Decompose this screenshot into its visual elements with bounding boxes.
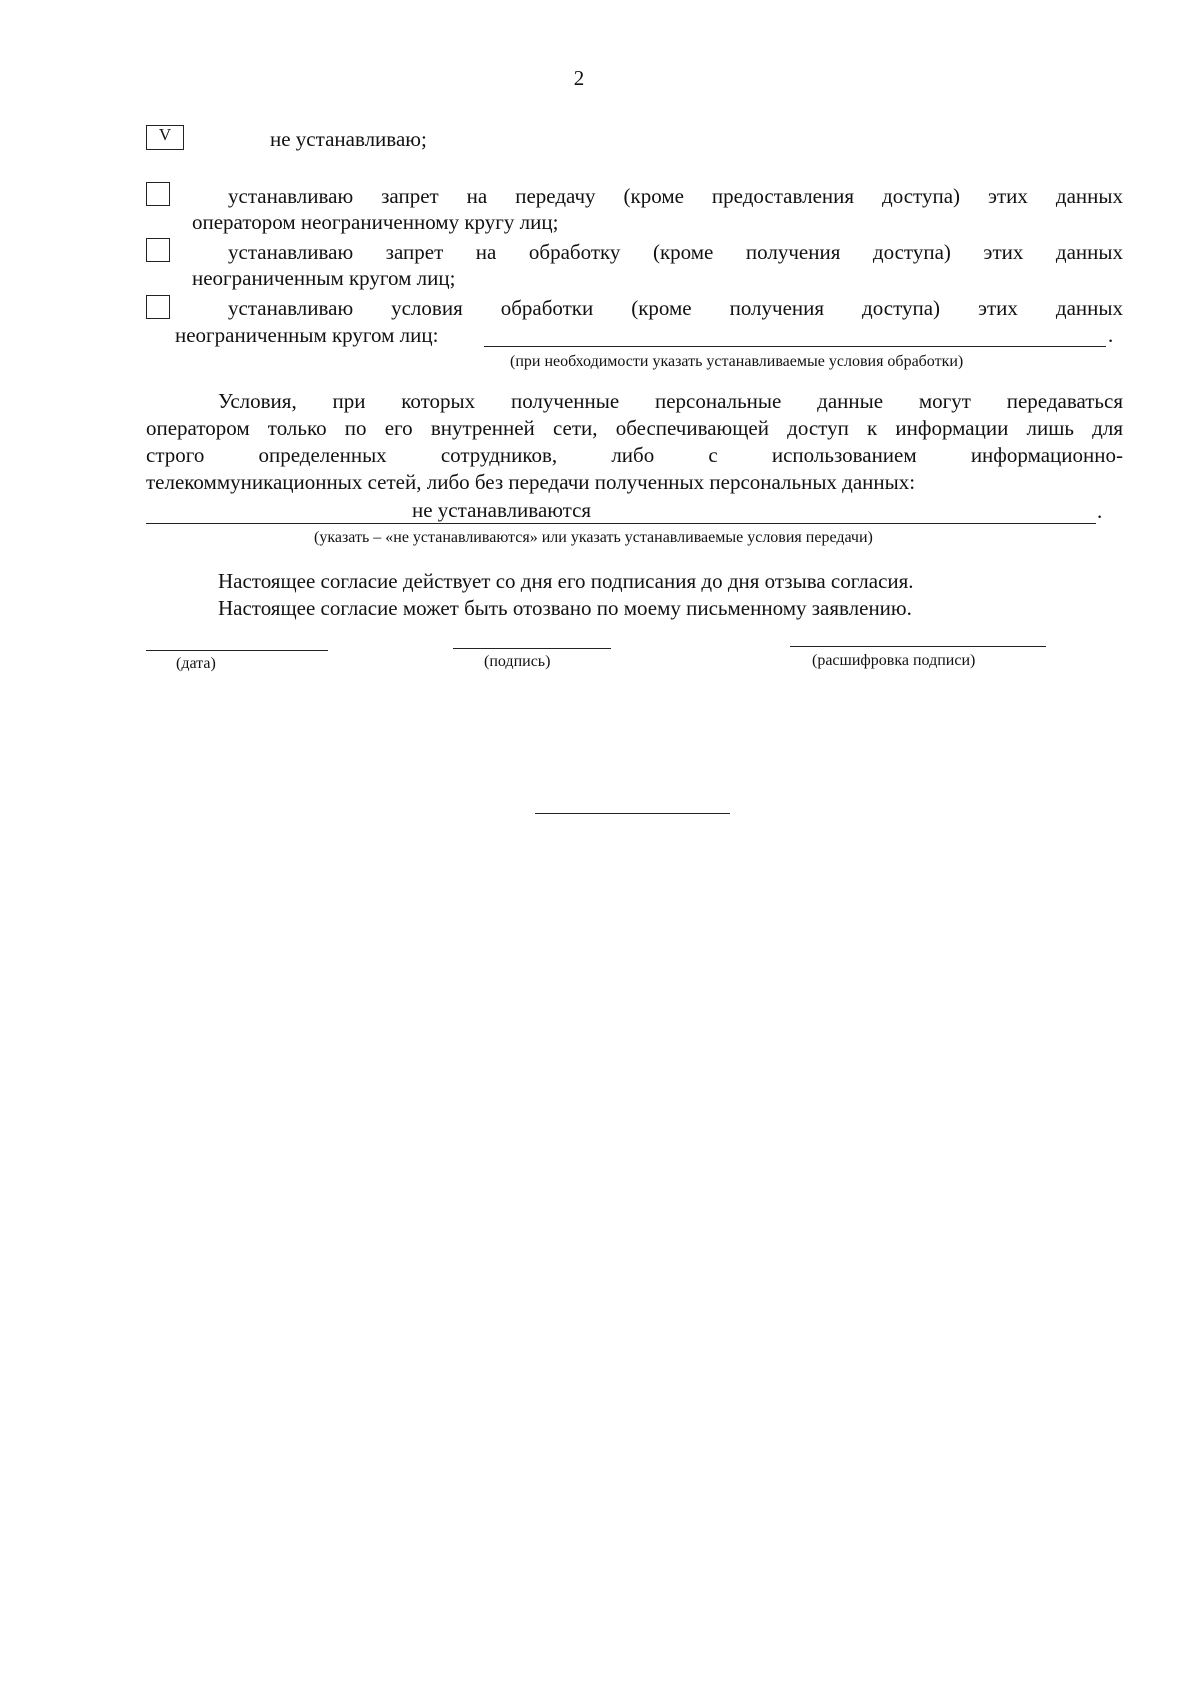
transfer-conditions-value: не устанавливаются <box>412 498 592 522</box>
date-field[interactable] <box>146 650 328 651</box>
page-number: 2 <box>573 66 585 90</box>
field-caption: (при необходимости указать устанавливаемые условия обработки) <box>510 353 964 370</box>
end-divider <box>535 813 730 814</box>
signature-decode-field[interactable] <box>790 646 1046 647</box>
conditions-line: телекоммуникационных сетей, либо без передачи полученных персональных данных: <box>146 470 916 494</box>
field-caption: (указать – «не устанавливаются» или указать устанавливаемые условия передачи) <box>314 529 873 546</box>
conditions-line: Условия, при которых полученные персональные данные могут передаваться <box>218 389 1123 413</box>
field-end-period: . <box>1108 323 1114 347</box>
checkbox-ban-transfer[interactable] <box>146 182 170 206</box>
processing-conditions-field[interactable] <box>484 346 1106 347</box>
conditions-line: строго определенных сотрудников, либо с использованием информационно- <box>146 443 1123 467</box>
checkbox-set-conditions[interactable] <box>146 295 170 319</box>
field-end-period: . <box>1097 499 1103 523</box>
option-text-line2: неограниченным кругом лиц: <box>175 323 439 347</box>
option-text-line1: устанавливаю запрет на передачу (кроме предоставления доступа) этих данных <box>228 184 1123 208</box>
conditions-line: оператором только по его внутренней сети, обеспечивающей доступ к информации лишь для <box>146 416 1123 440</box>
signature-field[interactable] <box>453 648 611 649</box>
option-text-line2: неограниченным кругом лиц; <box>192 266 456 290</box>
option-text-line1: устанавливаю условия обработки (кроме получения доступа) этих данных <box>228 296 1123 320</box>
transfer-conditions-field[interactable] <box>146 523 1096 524</box>
validity-line: Настоящее согласие может быть отозвано по моему письменному заявлению. <box>218 596 912 620</box>
option-text-line2: оператором неограниченному кругу лиц; <box>192 210 559 234</box>
checkbox-ban-processing[interactable] <box>146 238 170 262</box>
date-caption: (дата) <box>176 655 216 672</box>
checkbox-no-restrictions[interactable] <box>146 125 184 150</box>
signature-caption: (подпись) <box>484 653 551 670</box>
validity-line: Настоящее согласие действует со дня его подписания до дня отзыва согласия. <box>218 569 914 593</box>
option-text-line1: устанавливаю запрет на обработку (кроме получения доступа) этих данных <box>228 240 1123 264</box>
checkbox-mark: V <box>158 125 172 144</box>
signature-decode-caption: (расшифровка подписи) <box>812 652 976 669</box>
option-text: не устанавливаю; <box>270 127 427 151</box>
